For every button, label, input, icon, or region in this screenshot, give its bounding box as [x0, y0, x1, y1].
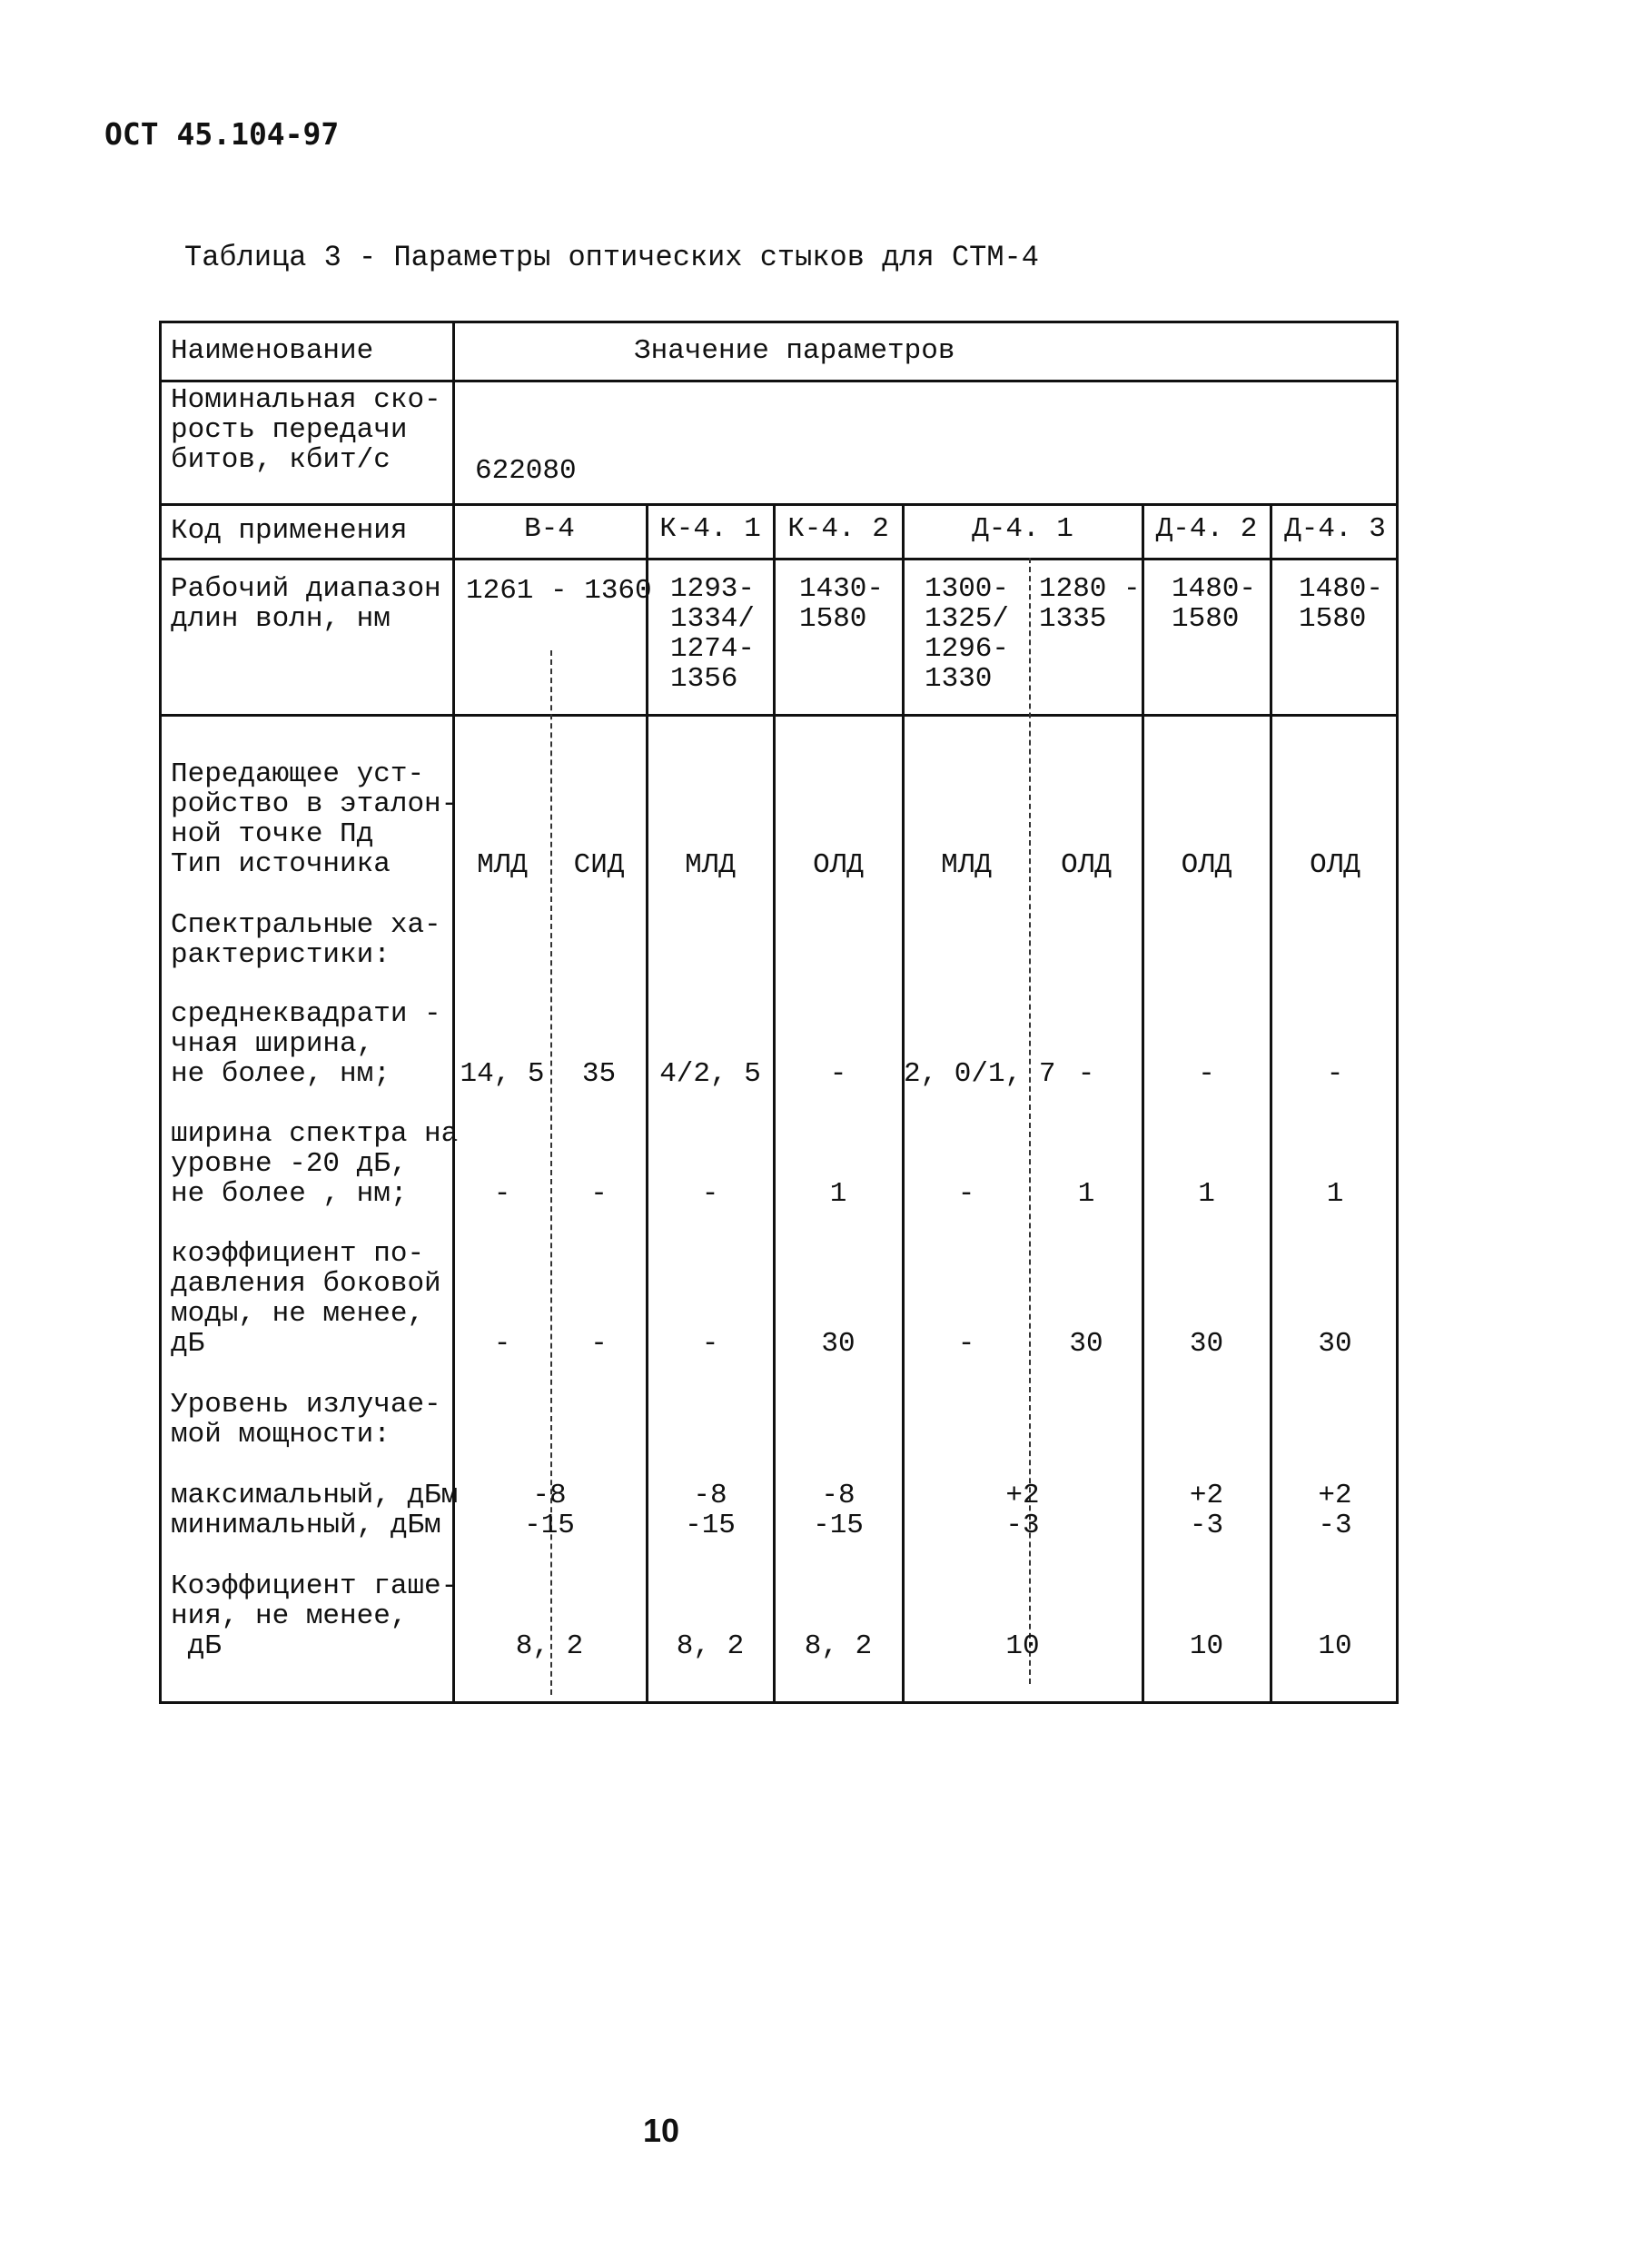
rms-cell: -	[1077, 1058, 1095, 1090]
rms-cell: 14, 5	[460, 1058, 545, 1090]
rms-cell: -	[1198, 1058, 1215, 1090]
code-cell: К-4. 2	[787, 513, 889, 545]
code-cell: В-4	[524, 513, 575, 545]
code-label: Код применения	[171, 515, 408, 547]
extinction-label: Коэффициент гаше- ния, не менее, дБ	[171, 1570, 459, 1662]
power-cell: +2 -3	[1318, 1480, 1352, 1541]
range-cell: 1261 - 1360	[466, 575, 652, 607]
smsr-cell: 30	[1318, 1328, 1352, 1360]
width20-cell: 1	[1077, 1178, 1095, 1210]
smsr-cell: 30	[1069, 1328, 1103, 1360]
rms-cell: 2, 0/1, 7	[904, 1058, 1056, 1090]
width20-cell: 1	[829, 1178, 847, 1210]
rms-cell: 4/2, 5	[659, 1058, 761, 1090]
width20-label: ширина спектра на уровне -20 дБ, не более , нм;	[171, 1118, 459, 1210]
extinction-cell: 8, 2	[804, 1630, 873, 1662]
row-divider	[162, 558, 1399, 560]
table-caption: Таблица 3 - Параметры оптических стыков для СТМ-4	[184, 241, 1039, 274]
power-cell: -8 -15	[524, 1480, 575, 1541]
source-type-cell: ОЛД	[1061, 849, 1112, 881]
power-cell: +2 -3	[1189, 1480, 1224, 1541]
smsr-cell: -	[493, 1328, 511, 1360]
width20-cell: 1	[1198, 1178, 1215, 1210]
bitrate-value: 622080	[475, 455, 577, 487]
extinction-cell: 8, 2	[676, 1630, 745, 1662]
width20-cell: 1	[1326, 1178, 1344, 1210]
extinction-cell: 8, 2	[515, 1630, 584, 1662]
range-label: Рабочий диапазон длин волн, нм	[171, 573, 441, 635]
source-type-cell: СИД	[573, 849, 625, 881]
rms-cell: 35	[581, 1058, 617, 1090]
smsr-cell: -	[957, 1328, 975, 1360]
range-cell: 1300- 1325/ 1296- 1330	[925, 573, 1010, 695]
parameters-table	[159, 321, 1399, 1704]
range-cell: 1430- 1580	[799, 573, 885, 635]
row-divider	[162, 714, 1399, 717]
width20-cell: -	[493, 1178, 511, 1210]
rms-cell: -	[1326, 1058, 1344, 1090]
power-cell: +2 -3	[1005, 1480, 1040, 1541]
power-cell: -8 -15	[813, 1480, 864, 1541]
bitrate-label: Номинальная ско- рость передачи битов, кбит/с	[171, 384, 441, 476]
source-type-cell: МЛД	[477, 849, 528, 881]
rms-cell: -	[829, 1058, 847, 1090]
code-cell: К-4. 1	[659, 513, 761, 545]
transmitter-label: Передающее уст- ройство в эталон- ной точке Пд Тип источника	[171, 758, 459, 880]
source-type-cell: МЛД	[685, 849, 736, 881]
range-cell: 1293- 1334/ 1274- 1356	[670, 573, 756, 695]
width20-cell: -	[590, 1178, 608, 1210]
spectral-label: Спектральные ха- рактеристики:	[171, 909, 441, 971]
range-cell: 1480- 1580	[1299, 573, 1384, 635]
code-cell: Д-4. 3	[1284, 513, 1386, 545]
source-type-cell: ОЛД	[1181, 849, 1232, 881]
smsr-cell: -	[590, 1328, 608, 1360]
page-number: 10	[643, 2112, 680, 2149]
power-minmax-label: максимальный, дБм минимальный, дБм	[171, 1480, 459, 1541]
rms-label: среднеквадрати - чная ширина, не более, нм;	[171, 998, 441, 1090]
smsr-cell: 30	[1189, 1328, 1224, 1360]
code-cell: Д-4. 1	[972, 513, 1073, 545]
header-values-cell: Значение параметров	[634, 335, 955, 367]
source-type-cell: ОЛД	[813, 849, 864, 881]
extinction-cell: 10	[1189, 1630, 1224, 1662]
document-code: ОСТ 45.104-97	[104, 116, 340, 152]
code-cell: Д-4. 2	[1155, 513, 1258, 545]
smsr-cell: -	[701, 1328, 719, 1360]
smsr-label: коэффициент по- давления боковой моды, не менее, дБ	[171, 1238, 441, 1360]
row-divider	[162, 380, 1399, 382]
width20-cell: -	[701, 1178, 719, 1210]
extinction-cell: 10	[1005, 1630, 1040, 1662]
smsr-cell: 30	[821, 1328, 856, 1360]
width20-cell: -	[957, 1178, 975, 1210]
row-divider	[162, 503, 1399, 506]
header-name-cell: Наименование	[171, 335, 374, 367]
source-type-cell: ОЛД	[1310, 849, 1360, 881]
range-cell: 1480- 1580	[1172, 573, 1257, 635]
range-cell: 1280 - 1335	[1039, 573, 1141, 635]
power-cell: -8 -15	[685, 1480, 736, 1541]
extinction-cell: 10	[1318, 1630, 1352, 1662]
source-type-cell: МЛД	[941, 849, 992, 881]
power-label: Уровень излучае- мой мощности:	[171, 1389, 441, 1451]
